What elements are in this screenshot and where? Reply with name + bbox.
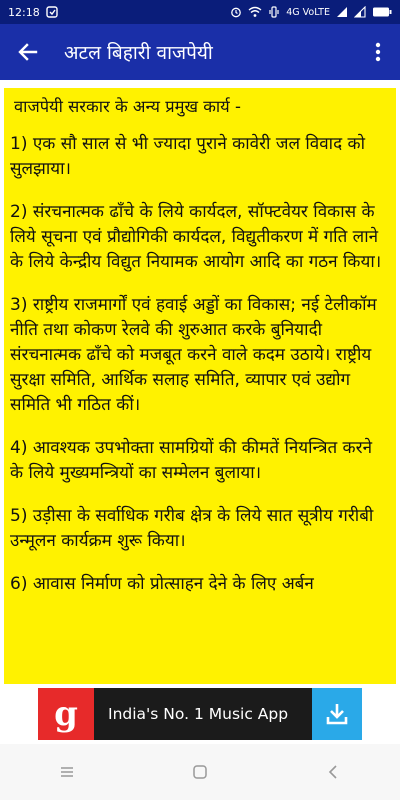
back-icon[interactable] [303, 752, 363, 792]
ad-text: India's No. 1 Music App [108, 705, 289, 723]
section-heading: वाजपेयी सरकार के अन्य प्रमुख कार्य - [14, 97, 241, 116]
content-scroll[interactable] [0, 80, 400, 684]
ad-banner-area [0, 684, 400, 744]
recents-icon[interactable] [37, 752, 97, 792]
more-vert-icon[interactable] [356, 24, 400, 80]
navigation-bar [0, 744, 400, 800]
signal-icon [336, 6, 348, 18]
paragraph-4: 4) आवश्यक उपभोक्ता सामग्रियों की कीमतें नियन्त्रित करने के लिये मुख्यमन्त्रियों का सम्मेलन बुलाया। [10, 438, 373, 483]
notification-icon [46, 6, 58, 18]
signal-icon [354, 6, 366, 18]
ad-banner[interactable] [38, 688, 362, 740]
app-logo-icon: g [38, 688, 94, 740]
vibrate-icon [268, 6, 280, 18]
paragraph-2: 2) संरचनात्मक ढाँचे के लिये कार्यदल, सॉफ्टवेयर विकास के लिये सूचना एवं प्रौद्योगिकी कार्यदल, विद्युतीकरण में गति लाने के लिये केन्द्रीय विद्युत नियामक आयोग आदि का गठन किया। [10, 202, 382, 272]
wifi-icon [248, 6, 262, 18]
app-bar [0, 24, 400, 80]
arrow-back-icon[interactable] [0, 24, 56, 80]
paragraph-6: 6) आवास निर्माण को प्रोत्साहन देने के लिए अर्बन [10, 574, 314, 594]
alarm-icon [230, 6, 242, 18]
battery-icon [372, 6, 392, 18]
status-bar [0, 0, 400, 24]
download-icon[interactable] [312, 688, 362, 740]
paragraph-3: 3) राष्ट्रीय राजमार्गों एवं हवाई अड्डों का विकास; नई टेलीकॉम नीति तथा कोकण रेलवे की शुरुआत करके बुनियादी संरचनात्मक ढाँचे को मजबूत करने वाले कदम उठाये। राष्ट्रीय सुरक्षा समिति, आर्थिक सलाह समिति, व्यापार एवं उद्योग समिति भी गठित कीं। [10, 295, 377, 415]
content-card [4, 88, 396, 684]
paragraph-1: 1) एक सौ साल से भी ज्यादा पुराने कावेरी जल विवाद को सुलझाया। [10, 134, 365, 179]
home-icon[interactable] [170, 752, 230, 792]
page-title: अटल बिहारी वाजपेयी [64, 42, 213, 64]
network-type: 4G VoLTE [286, 6, 330, 18]
status-time: 12:18 [8, 5, 40, 19]
paragraph-5: 5) उड़ीसा के सर्वाधिक गरीब क्षेत्र के लिये सात सूत्रीय गरीबी उन्मूलन कार्यक्रम शुरू किया। [10, 506, 374, 551]
